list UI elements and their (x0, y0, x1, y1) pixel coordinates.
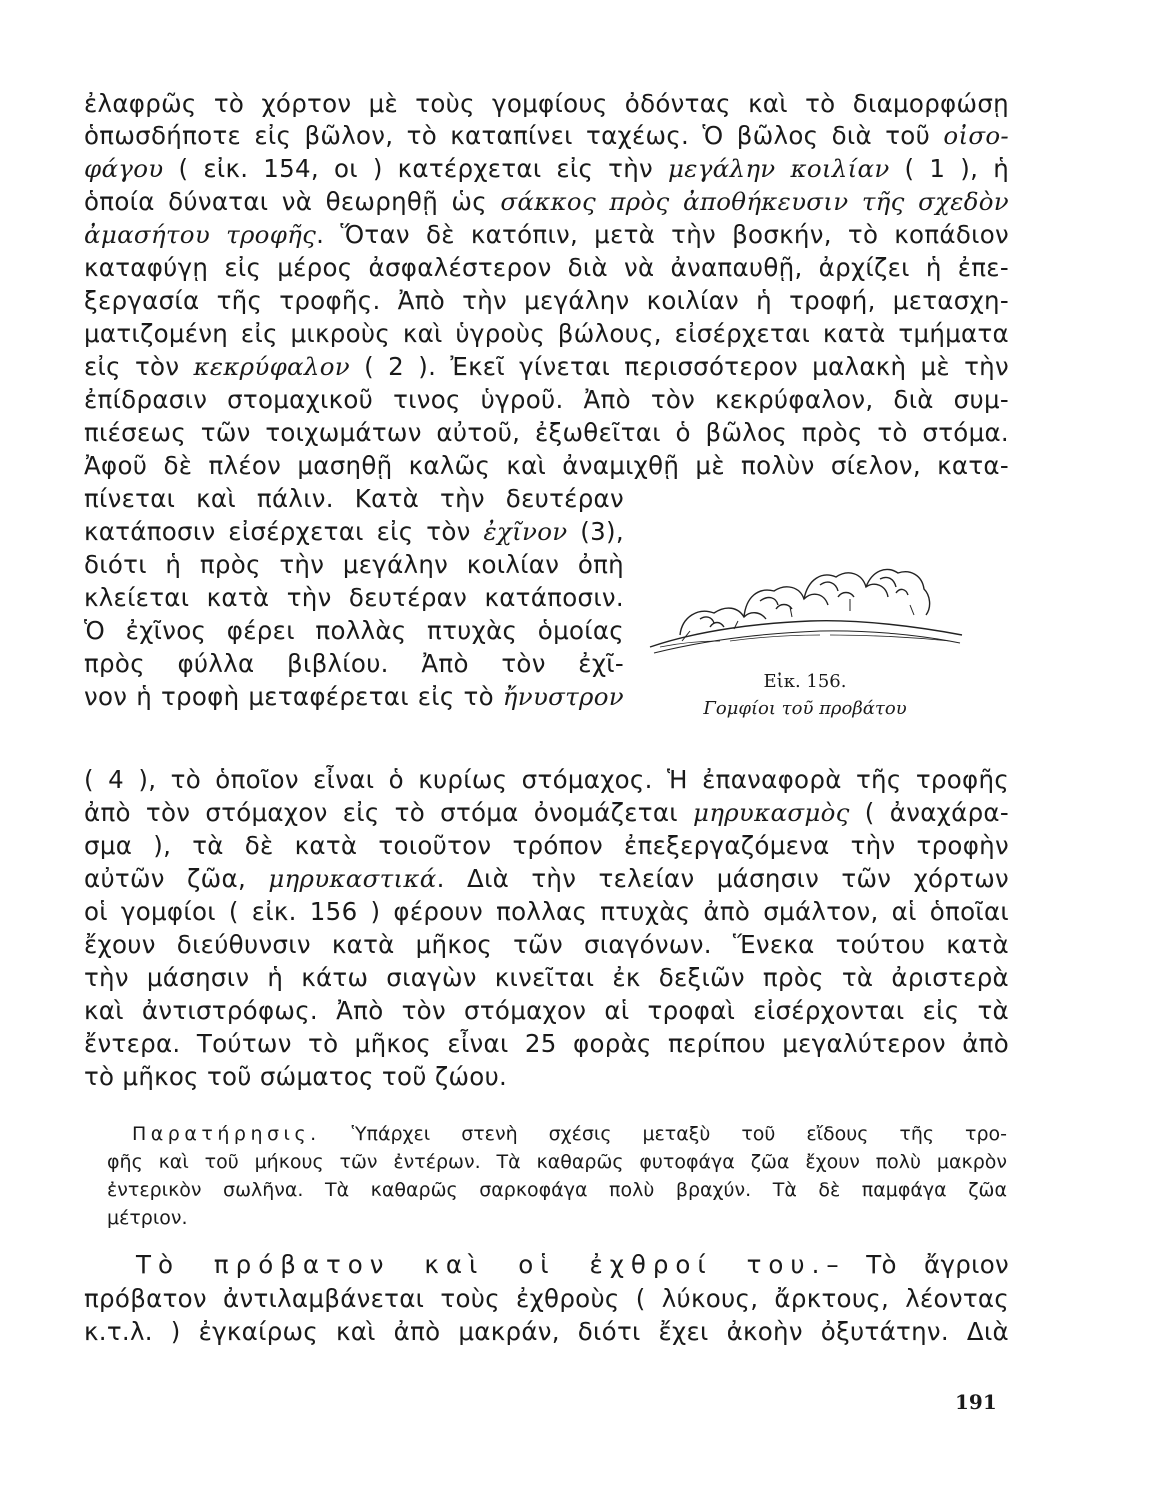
text-line: ἀμασήτου τροφῆς. Ὅταν δὲ κατόπιν, μετὰ τὴν βοσκήν, τὸ κοπάδιον (84, 220, 1009, 249)
section-heading-line: Τὸ πρόβατον καὶ οἱ ἐχθροί του.– Τὸ ἄγριον (136, 1250, 1009, 1279)
text-line: καταφύγῃ εἰς μέρος ἀσφαλέστερον διὰ νὰ ἀναπαυθῇ, ἀρχίζει ἡ ἐπε- (84, 253, 1009, 282)
text-line: ξεργασία τῆς τροφῆς. Ἀπὸ τὴν μεγάλην κοιλίαν ἡ τροφή, μετασχη- (84, 286, 1009, 315)
text-line: ματιζομένη εἰς μικροὺς καὶ ὑγροὺς βώλους, εἰσέρχεται κατὰ τμήματα (84, 319, 1009, 348)
text-line: ὁποία δύναται νὰ θεωρηθῇ ὡς σάκκος πρὸς ἀποθήκευσιν τῆς σχεδὸν (84, 187, 1009, 216)
text-line: κλείεται κατὰ τὴν δευτέραν κατάποσιν. (84, 583, 624, 612)
note-label: Παρατήρησις. (132, 1123, 321, 1145)
text-line: Ἀφοῦ δὲ πλέον μασηθῇ καλῶς καὶ ἀναμιχθῇ μὲ πολὺν σίελον, κατα- (84, 451, 1009, 480)
text-line: τὸ μῆκος τοῦ σώματος τοῦ ζώου. (84, 1062, 508, 1091)
page-number: 191 (955, 1390, 997, 1414)
text-line: ἔντερα. Τούτων τὸ μῆκος εἶναι 25 φορὰς περίπου μεγαλύτερον ἀπὸ (84, 1029, 1009, 1058)
text-line: κ.τ.λ. ) ἐγκαίρως καὶ ἀπὸ μακράν, διότι ἔχει ἀκοὴν ὀξυτάτην. Διὰ (84, 1317, 1009, 1346)
text-line: πρόβατον ἀντιλαμβάνεται τοὺς ἐχθροὺς ( λύκους, ἄρκτους, λέοντας (84, 1284, 1009, 1313)
text-line: φάγου ( εἰκ. 154, οι ) κατέρχεται εἰς τὴν μεγάλην κοιλίαν ( 1 ), ἡ (84, 154, 1010, 183)
note-line: Παρατήρησις. Ὑπάρχει στενὴ σχέσις μεταξὺ τοῦ εἴδους τῆς τρο- (132, 1123, 1008, 1145)
text-line: κατάποσιν εἰσέρχεται εἰς τὸν ἐχῖνον (3), (84, 517, 624, 546)
text-line: πρὸς φύλλα βιβλίου. Ἀπὸ τὸν ἐχῖ- (84, 649, 624, 678)
note-line: ἐντερικὸν σωλῆνα. Τὰ καθαρῶς σαρκοφάγα πολὺ βραχύν. Τὰ δὲ παμφάγα ζῶα (107, 1179, 1007, 1201)
note-line: φῆς καὶ τοῦ μήκους τῶν ἐντέρων. Τὰ καθαρῶς φυτοφάγα ζῶα ἔχουν πολὺ μακρὸν (107, 1151, 1007, 1173)
note-line: μέτριον. (107, 1207, 188, 1229)
text-line: ( 4 ), τὸ ὁποῖον εἶναι ὁ κυρίως στόμαχος. Ἡ ἐπαναφορὰ τῆς τροφῆς (84, 765, 1009, 794)
text-line: διότι ἡ πρὸς τὴν μεγάλην κοιλίαν ὀπὴ (84, 550, 624, 579)
text-line: καὶ ἀντιστρόφως. Ἀπὸ τὸν στόμαχον αἱ τροφαὶ εἰσέρχονται εἰς τὰ (84, 996, 1009, 1025)
figure-number: Εἰκ. 156. (763, 671, 847, 692)
molars-illustration (640, 535, 970, 670)
figure-caption: Γομφίοι τοῦ προβάτου (703, 698, 907, 719)
text-line: ἀπὸ τὸν στόμαχον εἰς τὸ στόμα ὀνομάζεται μηρυκασμὸς ( ἀναχάρα- (84, 798, 1010, 827)
text-line: εἰς τὸν κεκρύφαλον ( 2 ). Ἐκεῖ γίνεται περισσότερον μαλακὴ μὲ τὴν (84, 352, 1009, 381)
text-line: πίνεται καὶ πάλιν. Κατὰ τὴν δευτέραν (84, 484, 624, 513)
text-line: ἐπίδρασιν στομαχικοῦ τινος ὑγροῦ. Ἀπὸ τὸν κεκρύφαλον, διὰ συμ- (84, 385, 1009, 414)
text-line: αὐτῶν ζῶα, μηρυκαστικά. Διὰ τὴν τελείαν μάσησιν τῶν χόρτων (84, 864, 1010, 893)
text-line: τὴν μάσησιν ἡ κάτω σιαγὼν κινεῖται ἐκ δεξιῶν πρὸς τὰ ἀριστερὰ (84, 963, 1009, 992)
text-line: πιέσεως τῶν τοιχωμάτων αὐτοῦ, ἐξωθεῖται ὁ βῶλος πρὸς τὸ στόμα. (84, 418, 1009, 447)
text-line: Ὁ ἐχῖνος φέρει πολλὰς πτυχὰς ὁμοίας (84, 616, 624, 645)
text-line: ὁπωσδήποτε εἰς βῶλον, τὸ καταπίνει ταχέως. Ὁ βῶλος διὰ τοῦ οἰσο- (84, 121, 1009, 150)
text-line: οἱ γομφίοι ( εἰκ. 156 ) φέρουν πολλας πτυχὰς ἀπὸ σμάλτον, αἱ ὁποῖαι (84, 897, 1009, 926)
text-line: νον ἡ τροφὴ μεταφέρεται εἰς τὸ ἤνυστρον (84, 682, 624, 711)
text-line: σμα ), τὰ δὲ κατὰ τοιοῦτον τρόπον ἐπεξεργαζόμενα τὴν τροφὴν (84, 831, 1009, 860)
text-line: ἔχουν διεύθυνσιν κατὰ μῆκος τῶν σιαγόνων. Ἕνεκα τούτου κατὰ (84, 930, 1009, 959)
text-line: ἐλαφρῶς τὸ χόρτον μὲ τοὺς γομφίους ὀδόντας καὶ τὸ διαμορφώσῃ (84, 89, 1009, 118)
section-heading: Τὸ πρόβατον καὶ οἱ ἐχθροί του. (136, 1250, 827, 1279)
